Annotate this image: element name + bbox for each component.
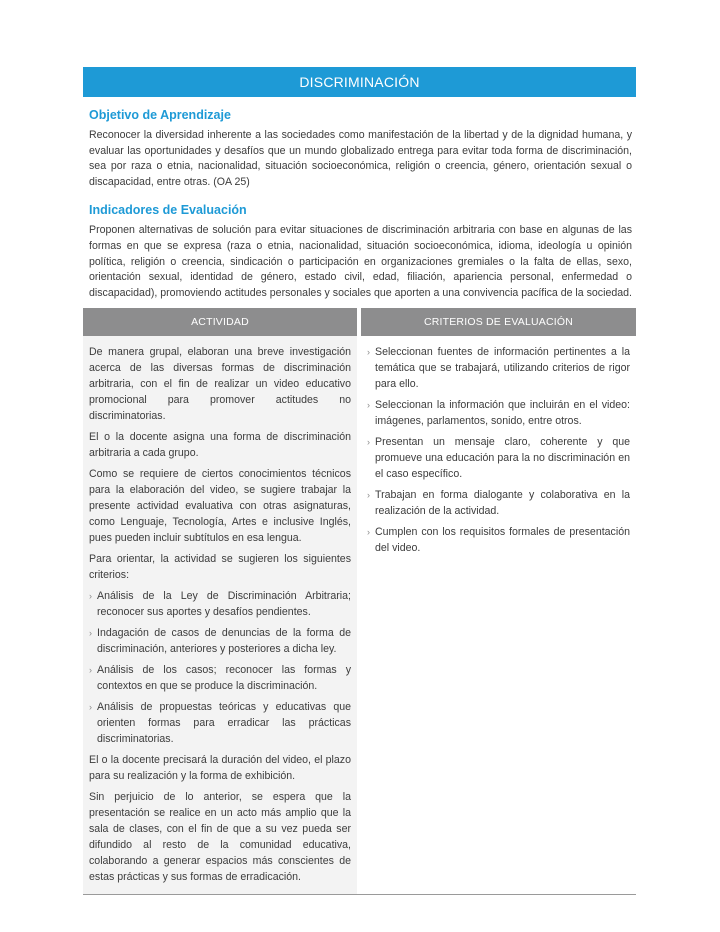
criteria-column: [361, 308, 636, 894]
criteria-bullet: [367, 487, 630, 519]
criteria-bullet: [367, 434, 630, 482]
activity-paragraph: Como se requiere de ciertos conocimientos técnicos para la elaboración del video, se sugiere trabajar la presente actividad evaluativa con otras asignaturas, como Lenguaje, Tecnología, Artes e inclusive Inglés, pues pueden incluir subtítulos en esa lengua.: [89, 468, 351, 545]
activity-bullet: [89, 662, 351, 694]
criteria-bullet: [367, 344, 630, 392]
page-title: DISCRIMINACIÓN: [299, 74, 420, 90]
chevron-right-icon: ›: [89, 628, 92, 639]
chevron-right-icon: ›: [89, 665, 92, 676]
chevron-right-icon: ›: [367, 527, 370, 538]
activity-column-header-label: ACTIVIDAD: [191, 316, 249, 329]
activity-cell: [83, 336, 357, 894]
criteria-bullet: [367, 397, 630, 429]
title-bar: [83, 67, 636, 97]
activity-paragraph: El o la docente asigna una forma de discriminación arbitraria a cada grupo.: [89, 431, 351, 460]
criteria-bullet-text: Cumplen con los requisitos formales de presentación del video.: [375, 526, 630, 555]
chevron-right-icon: ›: [367, 490, 370, 501]
activity-bullet: [89, 588, 351, 620]
criteria-bullet-text: Presentan un mensaje claro, coherente y que promueve una educación para la no discriminación en el caso específico.: [375, 436, 630, 481]
chevron-right-icon: ›: [367, 400, 370, 411]
activity-paragraph: Sin perjuicio de lo anterior, se espera que la presentación se realice en un acto más amplio que la sala de clases, con el fin de que a su vez pueda ser difundido al resto de la comunidad educativa, colaborando a generar espacios más conscientes de estas prácticas y sus formas de erradicación.: [89, 791, 351, 884]
activity-bullet-text: Análisis de los casos; reconocer las formas y contextos en que se produce la discriminación.: [97, 664, 351, 693]
activity-column: [83, 308, 357, 894]
chevron-right-icon: ›: [367, 347, 370, 358]
activity-bullet-text: Indagación de casos de denuncias de la forma de discriminación, anteriores y posteriores a dicha ley.: [97, 627, 351, 656]
criteria-cell: [361, 336, 636, 565]
indicators-heading: Indicadores de Evaluación: [89, 203, 247, 218]
criteria-bullet-text: Seleccionan fuentes de información pertinentes a la temática que se trabajará, utilizando criterios de rigor para ello.: [375, 346, 630, 391]
activity-paragraph: De manera grupal, elaboran una breve investigación acerca de las diversas formas de discriminación arbitraria, con el fin de realizar un video educativo promocional para promover actitudes no discriminatorias.: [89, 346, 351, 423]
activity-bullet: [89, 699, 351, 747]
activity-bullet-text: Análisis de la Ley de Discriminación Arbitraria; reconocer sus aportes y desafíos pendientes.: [97, 590, 351, 619]
activity-paragraph: El o la docente precisará la duración del video, el plazo para su realización y la forma de exhibición.: [89, 754, 351, 783]
chevron-right-icon: ›: [89, 702, 92, 713]
activity-table: [83, 308, 636, 895]
activity-column-header: [83, 308, 357, 336]
criteria-bullet-text: Seleccionan la información que incluirán en el video: imágenes, parlamentos, sonido, entre otros.: [375, 399, 630, 428]
document-page: [83, 67, 636, 895]
activity-bullet: [89, 625, 351, 657]
chevron-right-icon: ›: [367, 437, 370, 448]
criteria-bullet: [367, 524, 630, 556]
chevron-right-icon: ›: [89, 591, 92, 602]
indicators-text: Proponen alternativas de solución para evitar situaciones de discriminación arbitraria con base en algunas de las formas en que se expresa (raza o etnia, nacionalidad, situación socioeconómica, idioma, ideología u opinión política, religión o creencia, sindicación o participación en organizaciones gremiales o la falta de ellas, sexo, orientación sexual, identidad de género, estado civil, edad, filiación, apariencia personal, enfermedad o discapacidad), promoviendo actitudes personales y sociales que aporten a una convivencia pacífica de la sociedad.: [89, 224, 632, 299]
criteria-column-header: [361, 308, 636, 336]
activity-bullet-text: Análisis de propuestas teóricas y educativas que orienten formas para erradicar las prácticas discriminatorias.: [97, 701, 351, 746]
criteria-column-header-label: CRITERIOS DE EVALUACIÓN: [423, 316, 574, 329]
activity-paragraph: Para orientar, la actividad se sugieren los siguientes criterios:: [89, 553, 351, 582]
objective-text: Reconocer la diversidad inherente a las sociedades como manifestación de la libertad y de la dignidad humana, y evaluar las oportunidades y desafíos que un mundo globalizado entrega para evitar toda forma de discriminación, sea por raza o etnia, nacionalidad, situación socioeconómica, religión o creencia, género, orientación sexual o discapacidad, entre otras. (OA 25): [89, 129, 632, 188]
objective-heading: Objetivo de Aprendizaje: [89, 108, 231, 122]
criteria-bullet-text: Trabajan en forma dialogante y colaborativa en la realización de la actividad.: [375, 489, 630, 518]
